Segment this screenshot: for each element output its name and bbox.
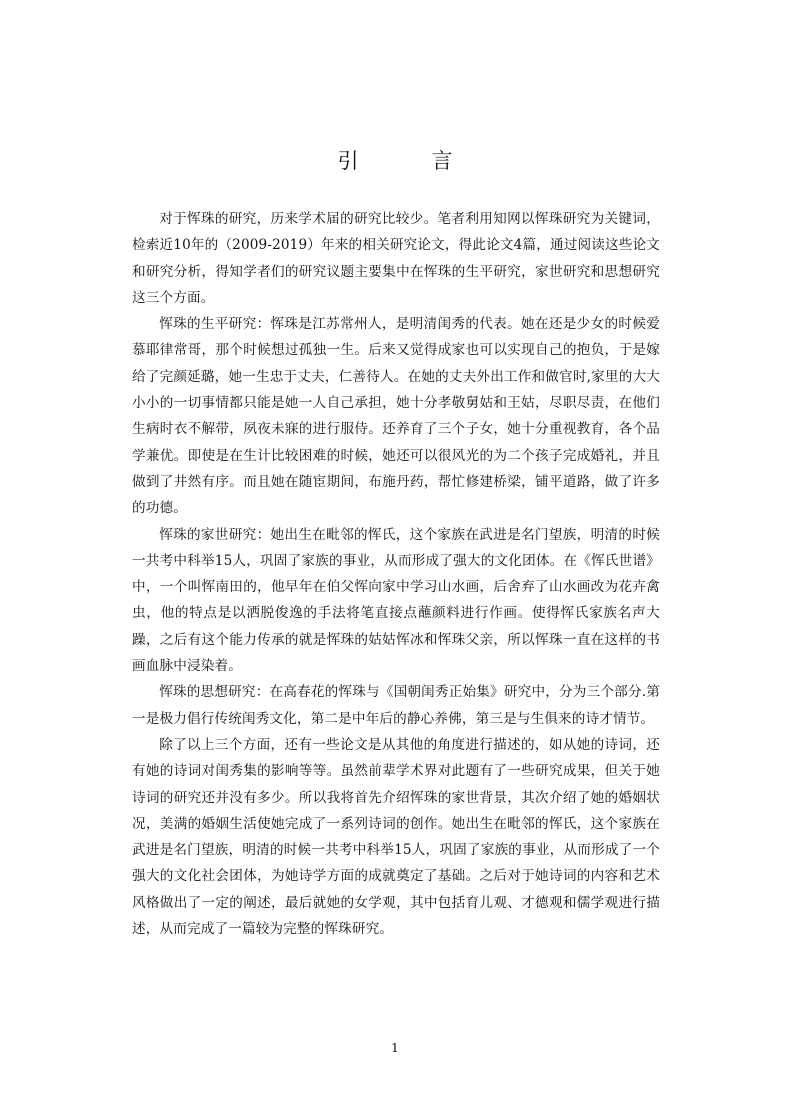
paragraph-thought-study: 恽珠的思想研究：在高春花的恽珠与《国朝闺秀正始集》研究中，分为三个部分.第一是极力倡行传统闺秀文化，第二是中年后的静心养佛，第三是与生俱来的诗才情节。 [132,684,660,727]
page-number: 1 [391,1041,399,1055]
paragraph-life-study: 恽珠的生平研究：恽珠是江苏常州人，是明清闺秀的代表。她在还是少女的时候爱慕耶律常哥，那个时候想过孤独一生。后来又觉得成家也可以实现自己的抱负，于是嫁给了完颜延璐，她一生忠于丈夫，仁善待人。在她的丈夫外出工作和做官时,家里的大大小小的一切事情都只能是她一人自己承担，她十分孝敬舅姑和王姑，尽职尽责，在他们生病时衣不解带，夙夜未寐的进行服侍。还养育了三个子女，她十分重视教育，各个品学兼优。即使是在生计比较困难的时候，她还可以很风光的为二个孩子完成婚礼，并且做到了井然有序。而且她在随宦期间，布施丹药，帮忙修建桥梁，铺平道路，做了许多的功德。 [132,316,660,517]
document-body [132,206,660,942]
paragraph-intro: 对于恽珠的研究，历来学术届的研究比较少。笔者利用知网以恽珠研究为关键词，检索近10年的（2009-2019）年来的相关研究论文，得此论文4篇，通过阅读这些论文和研究分析，得知学者们的研究议题主要集中在恽珠的生平研究，家世研究和思想研究这三个方面。 [132,211,660,306]
paragraph-family-study: 恽珠的家世研究：她出生在毗邻的恽氏，这个家族在武进是名门望族，明清的时候一共考中科举15人，巩固了家族的事业，从而形成了强大的文化团体。在《恽氏世谱》中，一个叫恽南田的，他早年在伯父恽向家中学习山水画，后舍弃了山水画改为花卉禽虫，他的特点是以洒脱俊逸的手法将笔直接点蘸颜料进行作画。使得恽氏家族名声大躁，之后有这个能力传承的就是恽珠的姑姑恽冰和恽珠父亲，所以恽珠一直在这样的书画血脉中浸染着。 [132,526,660,675]
paragraph-overview: 除了以上三个方面，还有一些论文是从其他的角度进行描述的，如从她的诗词，还有她的诗词对闺秀集的影响等等。虽然前辈学术界对此题有了一些研究成果，但关于她诗词的研究还并没有多少。所以我将首先介绍恽珠的家世背景，其次介绍了她的婚姻状况，美满的婚姻生活使她完成了一系列诗词的创作。她出生在毗邻的恽氏，这个家族在武进是名门望族，明清的时候一共考中科举15人，巩固了家族的事业，从而形成了一个强大的文化社会团体，为她诗学方面的成就奠定了基础。之后对于她诗词的内容和艺术风格做出了一定的阐述，最后就她的女学观，其中包括育儿观、才德观和儒学观进行描述，从而完成了一篇较为完整的恽珠研究。 [132,736,660,938]
page-title: 引 言 [337,149,479,173]
